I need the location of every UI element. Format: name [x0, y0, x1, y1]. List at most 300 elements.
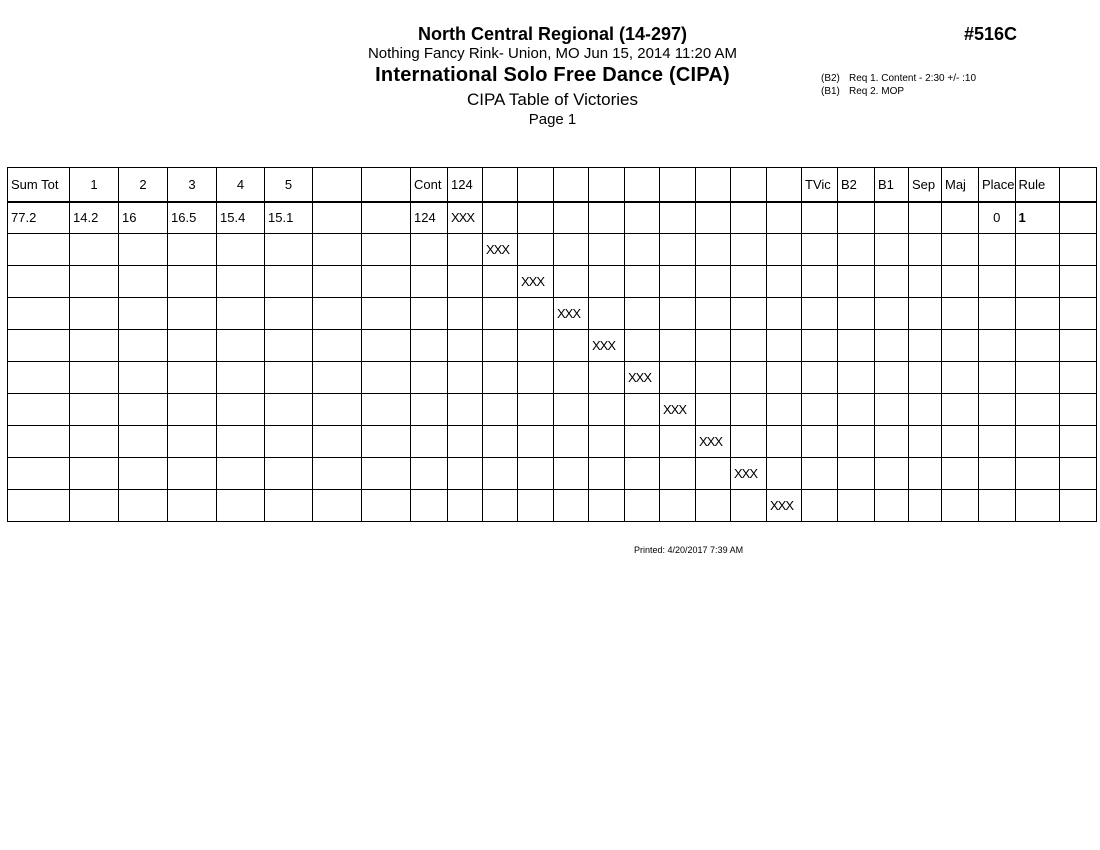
table-cell	[696, 330, 731, 362]
table-cell	[518, 362, 554, 394]
table-cell	[554, 362, 589, 394]
table-cell	[70, 298, 119, 330]
table-cell	[554, 234, 589, 266]
diagonal-marker: XXX	[483, 234, 518, 266]
column-header	[731, 168, 767, 202]
table-cell	[119, 330, 168, 362]
table-cell	[875, 458, 909, 490]
table-cell	[411, 234, 448, 266]
table-cell	[802, 266, 838, 298]
table-cell	[362, 266, 411, 298]
table-cell	[217, 426, 265, 458]
table-cell	[8, 266, 70, 298]
table-cell	[909, 426, 942, 458]
table-cell	[731, 330, 767, 362]
table-cell	[696, 458, 731, 490]
column-header	[554, 168, 589, 202]
table-cell	[119, 458, 168, 490]
page-number: Page 1	[528, 111, 577, 128]
table-cell	[802, 458, 838, 490]
table-cell	[8, 234, 70, 266]
table-cell	[1059, 202, 1096, 234]
table-cell	[217, 362, 265, 394]
table-title: CIPA Table of Victories	[466, 90, 639, 109]
table-cell	[875, 202, 909, 234]
table-cell	[8, 394, 70, 426]
table-cell	[483, 490, 518, 522]
column-header: 124	[448, 168, 483, 202]
table-row	[8, 394, 1097, 426]
table-cell	[909, 490, 942, 522]
table-cell	[483, 298, 518, 330]
table-cell	[448, 330, 483, 362]
table-cell	[767, 362, 802, 394]
table-cell	[411, 394, 448, 426]
table-cell	[448, 426, 483, 458]
diagonal-marker: XXX	[731, 458, 767, 490]
table-cell	[1059, 298, 1096, 330]
table-cell	[265, 490, 313, 522]
table-cell	[1059, 234, 1096, 266]
table-cell	[802, 202, 838, 234]
table-cell	[909, 266, 942, 298]
table-cell	[168, 234, 217, 266]
column-header: 5	[265, 168, 313, 202]
diagonal-marker: XXX	[518, 266, 554, 298]
table-cell	[767, 458, 802, 490]
table-cell	[554, 266, 589, 298]
table-cell	[70, 490, 119, 522]
table-cell	[660, 266, 696, 298]
table-cell	[802, 330, 838, 362]
table-cell	[1015, 234, 1059, 266]
table-cell	[767, 234, 802, 266]
table-cell	[909, 394, 942, 426]
table-cell	[362, 330, 411, 362]
table-cell: 14.2	[70, 202, 119, 234]
diagonal-marker: XXX	[696, 426, 731, 458]
table-cell	[942, 330, 979, 362]
table-row	[8, 202, 1097, 234]
table-cell	[518, 202, 554, 234]
table-cell	[625, 490, 660, 522]
table-cell	[313, 394, 362, 426]
table-cell	[838, 202, 875, 234]
table-header-row	[8, 168, 1097, 202]
table-cell	[625, 458, 660, 490]
requirement-2	[821, 86, 904, 97]
table-cell	[518, 234, 554, 266]
table-cell	[875, 426, 909, 458]
table-cell	[313, 490, 362, 522]
table-cell	[554, 394, 589, 426]
table-cell	[313, 202, 362, 234]
table-cell: 16.5	[168, 202, 217, 234]
column-header: 4	[217, 168, 265, 202]
column-header: Cont	[411, 168, 448, 202]
table-cell	[362, 458, 411, 490]
table-cell	[313, 362, 362, 394]
table-cell	[1015, 394, 1059, 426]
table-cell	[70, 394, 119, 426]
event-name: International Solo Free Dance (CIPA)	[375, 64, 730, 86]
table-cell	[802, 426, 838, 458]
table-cell	[802, 394, 838, 426]
table-cell	[909, 234, 942, 266]
table-cell	[119, 298, 168, 330]
table-cell	[660, 490, 696, 522]
table-cell	[696, 202, 731, 234]
table-cell	[313, 458, 362, 490]
table-cell	[625, 298, 660, 330]
table-cell	[168, 426, 217, 458]
table-cell	[802, 362, 838, 394]
table-cell	[70, 458, 119, 490]
table-cell	[731, 394, 767, 426]
table-cell	[909, 202, 942, 234]
table-cell	[168, 298, 217, 330]
table-cell	[979, 362, 1016, 394]
column-header: Maj	[942, 168, 979, 202]
table-cell	[942, 458, 979, 490]
diagonal-marker: XXX	[660, 394, 696, 426]
table-cell	[1015, 330, 1059, 362]
table-cell	[119, 426, 168, 458]
table-cell	[168, 362, 217, 394]
table-cell	[838, 266, 875, 298]
table-cell	[448, 266, 483, 298]
table-cell	[265, 234, 313, 266]
table-cell	[660, 202, 696, 234]
table-cell	[1015, 362, 1059, 394]
table-cell	[979, 266, 1016, 298]
table-cell	[838, 298, 875, 330]
table-cell	[660, 362, 696, 394]
table-cell	[8, 426, 70, 458]
table-cell	[411, 330, 448, 362]
table-cell	[554, 426, 589, 458]
table-cell	[119, 490, 168, 522]
table-cell	[265, 394, 313, 426]
table-cell	[979, 426, 1016, 458]
table-cell	[362, 426, 411, 458]
table-cell	[875, 490, 909, 522]
table-cell	[909, 298, 942, 330]
table-cell	[1015, 490, 1059, 522]
table-cell	[411, 298, 448, 330]
table-cell	[731, 490, 767, 522]
table-cell	[518, 330, 554, 362]
table-cell	[518, 426, 554, 458]
table-cell	[660, 234, 696, 266]
table-cell	[589, 490, 625, 522]
column-header	[518, 168, 554, 202]
table-cell	[1059, 490, 1096, 522]
table-cell	[411, 426, 448, 458]
table-cell	[362, 362, 411, 394]
table-row	[8, 266, 1097, 298]
column-header: 2	[119, 168, 168, 202]
report-title: North Central Regional (14-297)	[417, 24, 688, 44]
column-header	[660, 168, 696, 202]
table-cell	[1059, 394, 1096, 426]
table-cell	[411, 266, 448, 298]
table-cell	[448, 362, 483, 394]
table-cell	[589, 426, 625, 458]
table-cell	[518, 298, 554, 330]
column-header: Rule	[1015, 168, 1059, 202]
table-cell	[696, 362, 731, 394]
table-cell	[838, 394, 875, 426]
table-cell	[875, 330, 909, 362]
table-cell	[875, 298, 909, 330]
table-cell	[411, 458, 448, 490]
table-cell	[554, 202, 589, 234]
requirement-text: Req 1. Content - 2:30 +/- :10	[849, 73, 977, 84]
table-row	[8, 362, 1097, 394]
diagonal-marker: XXX	[767, 490, 802, 522]
column-header: B2	[838, 168, 875, 202]
table-row	[8, 426, 1097, 458]
table-cell	[979, 394, 1016, 426]
table-cell	[8, 490, 70, 522]
table-cell	[589, 234, 625, 266]
table-cell	[767, 426, 802, 458]
table-row	[8, 458, 1097, 490]
table-cell	[625, 202, 660, 234]
table-cell	[313, 266, 362, 298]
table-cell	[942, 426, 979, 458]
table-cell	[767, 298, 802, 330]
table-cell	[909, 458, 942, 490]
table-cell	[696, 490, 731, 522]
table-cell	[625, 394, 660, 426]
table-cell	[168, 330, 217, 362]
table-cell	[313, 298, 362, 330]
diagonal-marker: XXX	[448, 202, 483, 234]
table-cell	[217, 234, 265, 266]
table-cell	[362, 234, 411, 266]
table-cell	[979, 490, 1016, 522]
column-header: TVic	[802, 168, 838, 202]
column-header: 1	[70, 168, 119, 202]
table-cell	[168, 266, 217, 298]
table-cell	[802, 298, 838, 330]
table-cell	[589, 458, 625, 490]
table-cell	[909, 330, 942, 362]
requirement-1	[821, 73, 976, 84]
table-cell	[362, 298, 411, 330]
column-header	[625, 168, 660, 202]
table-cell	[448, 394, 483, 426]
table-cell	[1059, 362, 1096, 394]
column-header	[767, 168, 802, 202]
table-cell	[8, 458, 70, 490]
table-cell	[119, 234, 168, 266]
table-cell	[448, 298, 483, 330]
column-header	[483, 168, 518, 202]
table-cell	[589, 202, 625, 234]
table-cell	[942, 362, 979, 394]
table-cell	[1015, 298, 1059, 330]
table-cell	[838, 426, 875, 458]
table-cell	[217, 298, 265, 330]
table-cell	[119, 362, 168, 394]
table-cell	[554, 458, 589, 490]
table-cell	[8, 298, 70, 330]
table-cell	[767, 202, 802, 234]
table-cell	[942, 234, 979, 266]
table-cell	[483, 362, 518, 394]
diagonal-marker: XXX	[554, 298, 589, 330]
table-cell	[909, 362, 942, 394]
table-cell	[483, 426, 518, 458]
table-cell	[168, 394, 217, 426]
victories-table	[7, 167, 1097, 522]
table-cell	[731, 362, 767, 394]
table-cell	[875, 266, 909, 298]
table-cell	[1059, 266, 1096, 298]
table-cell	[838, 330, 875, 362]
table-cell	[483, 458, 518, 490]
table-cell	[1059, 458, 1096, 490]
table-cell	[660, 458, 696, 490]
table-cell	[696, 234, 731, 266]
table-row	[8, 490, 1097, 522]
table-cell	[265, 298, 313, 330]
table-cell	[731, 266, 767, 298]
table-cell	[875, 234, 909, 266]
table-cell	[979, 458, 1016, 490]
table-cell	[119, 394, 168, 426]
column-header	[589, 168, 625, 202]
requirement-code: (B1)	[821, 86, 840, 97]
table-cell	[942, 490, 979, 522]
table-cell	[660, 298, 696, 330]
table-cell	[696, 266, 731, 298]
table-cell	[767, 266, 802, 298]
table-cell	[411, 490, 448, 522]
table-cell	[448, 490, 483, 522]
table-cell	[217, 490, 265, 522]
table-cell: 16	[119, 202, 168, 234]
table-cell	[168, 458, 217, 490]
table-cell	[625, 426, 660, 458]
table-cell	[8, 362, 70, 394]
table-cell	[660, 330, 696, 362]
table-cell	[265, 458, 313, 490]
table-cell	[265, 426, 313, 458]
table-cell	[483, 330, 518, 362]
printed-timestamp: Printed: 4/20/2017 7:39 AM	[634, 545, 744, 555]
table-cell	[1015, 266, 1059, 298]
table-cell	[731, 298, 767, 330]
column-header: 3	[168, 168, 217, 202]
table-cell	[70, 426, 119, 458]
table-cell	[625, 330, 660, 362]
table-cell	[448, 234, 483, 266]
column-header	[313, 168, 362, 202]
table-cell: 15.4	[217, 202, 265, 234]
table-cell	[979, 330, 1016, 362]
table-cell	[313, 426, 362, 458]
table-cell: 15.1	[265, 202, 313, 234]
table-cell	[625, 234, 660, 266]
table-cell	[731, 202, 767, 234]
table-cell	[589, 298, 625, 330]
venue-date-line: Nothing Fancy Rink- Union, MO Jun 15, 2014 11:20 AM	[367, 45, 738, 62]
table-cell	[217, 458, 265, 490]
table-cell	[217, 394, 265, 426]
requirement-code: (B2)	[821, 73, 840, 84]
table-cell	[448, 458, 483, 490]
table-cell	[767, 394, 802, 426]
table-cell	[518, 394, 554, 426]
table-cell	[265, 362, 313, 394]
table-row	[8, 234, 1097, 266]
table-cell	[411, 362, 448, 394]
table-cell	[696, 394, 731, 426]
table-cell	[838, 458, 875, 490]
table-cell	[1015, 426, 1059, 458]
table-cell	[875, 394, 909, 426]
diagonal-marker: XXX	[625, 362, 660, 394]
table-cell	[70, 234, 119, 266]
table-cell	[265, 266, 313, 298]
table-cell: 0	[979, 202, 1016, 234]
table-cell	[265, 330, 313, 362]
table-cell	[313, 234, 362, 266]
table-cell	[767, 330, 802, 362]
table-cell	[119, 266, 168, 298]
requirement-text: Req 2. MOP	[849, 86, 905, 97]
table-cell	[731, 426, 767, 458]
table-cell	[1059, 426, 1096, 458]
table-cell	[1059, 330, 1096, 362]
event-number: #516C	[964, 24, 1018, 44]
table-cell	[168, 490, 217, 522]
table-cell	[942, 298, 979, 330]
column-header: Place	[979, 168, 1016, 202]
table-cell	[838, 234, 875, 266]
table-cell	[70, 266, 119, 298]
table-cell	[838, 490, 875, 522]
column-header	[1059, 168, 1096, 202]
table-cell	[483, 394, 518, 426]
table-cell	[518, 490, 554, 522]
table-cell	[696, 298, 731, 330]
table-cell	[362, 394, 411, 426]
table-cell	[802, 490, 838, 522]
column-header	[696, 168, 731, 202]
table-cell	[979, 298, 1016, 330]
table-cell	[979, 234, 1016, 266]
table-cell	[313, 330, 362, 362]
table-cell	[942, 202, 979, 234]
table-cell	[362, 202, 411, 234]
table-cell	[70, 330, 119, 362]
table-cell	[660, 426, 696, 458]
table-cell	[731, 234, 767, 266]
table-cell	[625, 266, 660, 298]
table-cell	[483, 266, 518, 298]
table-cell	[589, 362, 625, 394]
table-cell	[554, 490, 589, 522]
table-cell	[362, 490, 411, 522]
diagonal-marker: XXX	[589, 330, 625, 362]
table-cell: 1	[1015, 202, 1059, 234]
table-cell	[942, 394, 979, 426]
